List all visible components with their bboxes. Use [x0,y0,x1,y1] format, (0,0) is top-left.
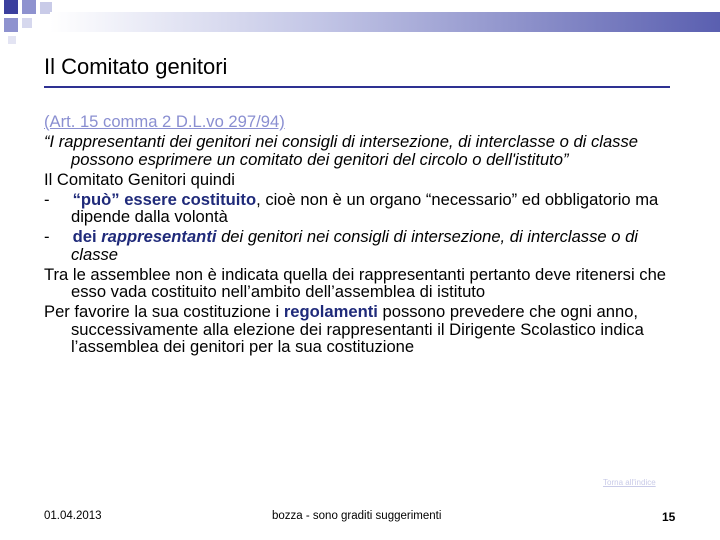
paragraph-text: possono prevedere che ogni anno, successivamente alla elezione dei rappresentanti il Dirigente Scolastico indica l’assemblea dei genitori per la sua costituzione [71,302,644,356]
paragraph-assemblies: Tra le assemblee non è indicata quella dei rappresentanti pertanto deve ritenersi che esso vada costituito nell’ambito dell’assemblea di istituto [44,264,667,301]
slide-title: Il Comitato genitori [44,54,228,79]
list-item [44,228,676,263]
decor-square [22,18,32,28]
back-to-index-link[interactable]: Torna all'indice [603,478,656,487]
reference-paragraph [44,113,676,131]
law-reference-link[interactable]: (Art. 15 comma 2 D.L.vo 297/94) [44,112,285,131]
item-text: dei genitori nei consigli di intersezione, di interclasse o di classe [71,227,638,264]
list-item [44,191,676,226]
decor-square [8,36,16,44]
decor-square [4,18,18,32]
footer-date: 01.04.2013 [44,510,102,522]
page-number: 15 [662,510,676,524]
bullet-dash: - [44,189,50,209]
bold-italic-phrase: rappresentanti [101,227,217,246]
header-gradient-bar [50,12,720,32]
bold-phrase: dei [72,227,102,246]
footer-note: bozza - sono graditi suggerimenti [272,510,442,522]
title-divider [44,86,670,88]
paragraph-regulations [44,303,676,356]
quote-text: “I rappresentanti dei genitori nei consigli di intersezione, di interclasse o di classe possono esprimere un comitato dei genitori del circolo o dell'istituto” [44,132,639,169]
decor-square [4,0,18,14]
bullet-dash: - [44,227,50,246]
paragraph-text: Per favorire la sua costituzione i [44,302,284,321]
slide-body [44,113,676,358]
quote-paragraph [44,133,676,168]
intro-paragraph: Il Comitato Genitori quindi [44,169,235,189]
bold-phrase: “può” essere costituito [72,189,257,209]
item-text: , cioè non è un organo “necessario” ed obbligatorio ma dipende dalla volontà [71,189,659,226]
decor-square [22,0,36,14]
bold-phrase: regolamenti [283,302,378,321]
